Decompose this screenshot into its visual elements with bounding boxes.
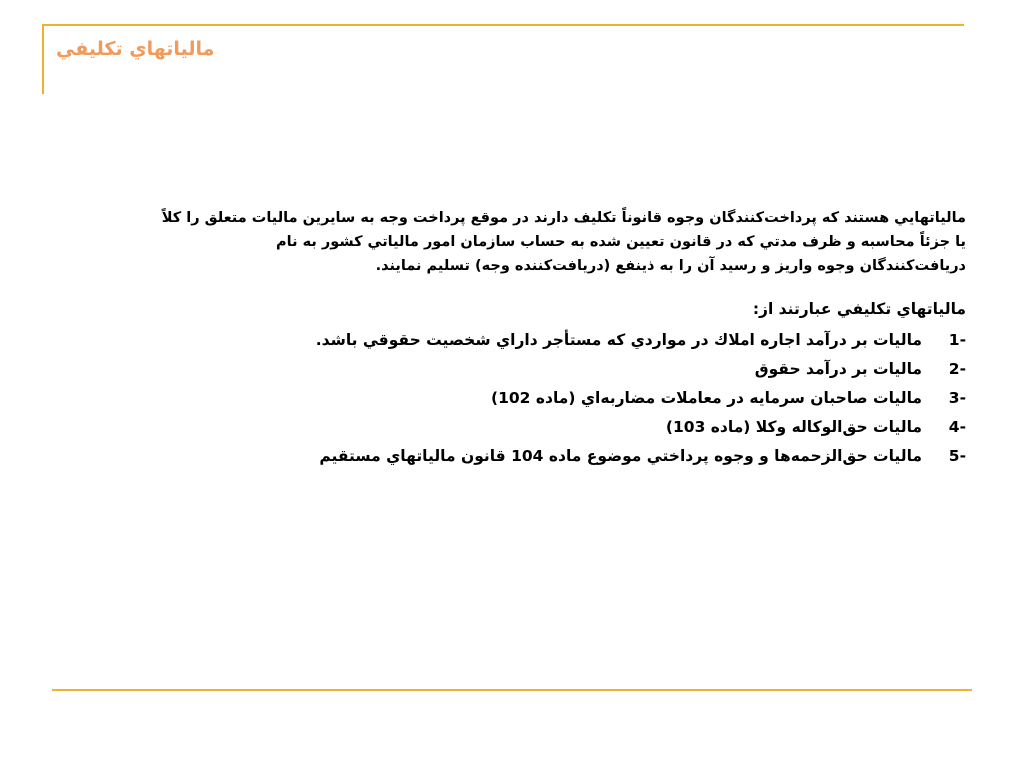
list-item-number: 3- <box>948 389 966 407</box>
list-item-text: ماليات حق‌الوكاله وكلا (ماده 103) <box>665 418 922 436</box>
slide-body <box>50 206 966 471</box>
intro-paragraph <box>50 206 966 278</box>
list-item-number: 4- <box>948 418 966 436</box>
frame-left-rule <box>42 24 44 94</box>
intro-line-1: مالياتهايي هستند كه پرداخت‌كنندگان وجوه قانوناً تكليف دارند در موقع پرداخت وجه به سايرين ماليات متعلق را كلاً <box>161 210 966 226</box>
list-item-number: 2- <box>948 360 966 378</box>
list-item <box>50 413 966 442</box>
list-item <box>50 384 966 413</box>
intro-line-2: يا جزئاً محاسبه و ظرف مدتي كه در قانون تعيين شده به حساب سازمان امور مالياتي كشور به نام <box>276 234 966 250</box>
list-item <box>50 442 966 471</box>
list-item <box>50 355 966 384</box>
list-item-text: ماليات حق‌الزحمه‌ها و وجوه پرداختي موضوع ماده 104 قانون مالياتهاي مستقيم <box>319 447 922 465</box>
list-item-number: 5- <box>948 447 966 465</box>
list-item-text: ماليات بر درآمد اجاره املاك در مواردي كه مستأجر داراي شخصيت حقوقي باشد. <box>315 331 922 349</box>
frame-top-rule <box>42 24 964 26</box>
frame-bottom-rule <box>52 689 972 691</box>
list-item-number: 1- <box>948 331 966 349</box>
list-title: مالياتهاي تكليفي عبارتند از: <box>752 300 966 318</box>
list-item <box>50 326 966 355</box>
list-item-text: ماليات صاحبان سرمايه در معاملات مضاربه‌اي (ماده 102) <box>491 389 922 407</box>
intro-line-3: دريافت‌كنندگان وجوه واريز و رسيد آن را به ذينفع (دريافت‌كننده وجه) تسليم نمايند. <box>375 258 966 274</box>
slide-title: مالياتهاي تكليفي <box>56 38 215 60</box>
list-item-text: ماليات بر درآمد حقوق <box>754 360 922 378</box>
